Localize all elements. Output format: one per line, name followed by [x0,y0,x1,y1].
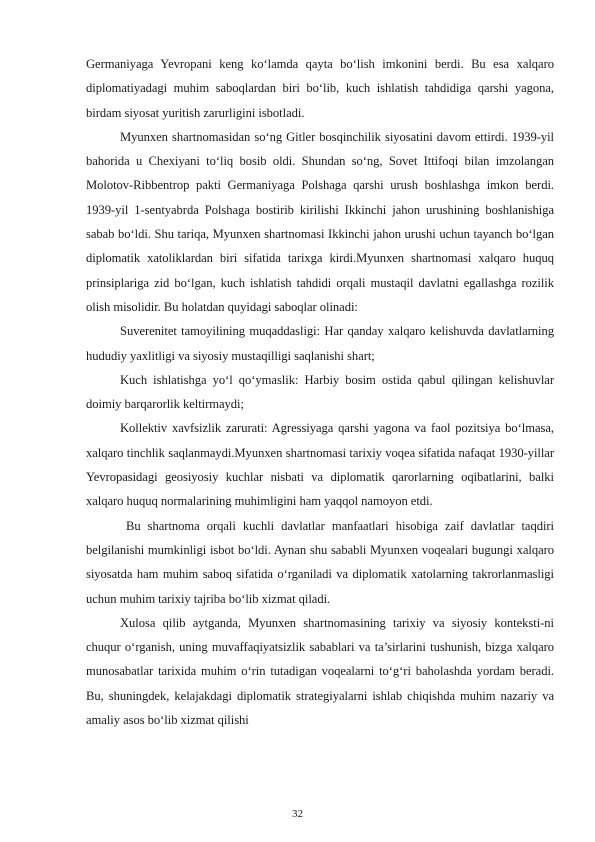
paragraph-6: Bu shartnoma orqali kuchli davlatlar manfaatlari hisobiga zaif davlatlar taqdiri belgilanishi mumkinligi isbot bo‘ldi. Aynan shu sababli Myunxen voqealari bugungi xalqaro siyosatda ham muhim saboq sifatida o‘rganiladi va diplomatik xatolarning takrorlanmasligi uchun muhim tarixiy tajriba bo‘lib xizmat qiladi. [86,518,554,606]
paragraph-2: Myunxen shartnomasidan so‘ng Gitler bosqinchilik siyosatini davom ettirdi. 1939-yil bahorida u Chexiyani to‘liq bosib oldi. Shundan so‘ng, Sovet Ittifoqi bilan imzolangan Molotov-Ribbentrop pakti Germaniyaga Polshaga qarshi urush boshlashga imkon berdi. 1939-yil 1-sentyabrda Polshaga bostirib kirilishi Ikkinchi jahon urushining boshlanishiga sabab bo‘ldi. Shu tariqa, Myunxen shartnomasi Ikkinchi jahon urushi uchun tayanch bo‘lgan diplomatik xatoliklardan biri sifatida tarixga kirdi.Myunxen shartnomasi xalqaro huquq prinsiplariga zid bo‘lgan, kuch ishlatish tahdidi orqali mustaqil davlatni egallashga rozilik olish misolidir. Bu holatdan quyidagi saboqlar olinadi: [86,129,554,314]
paragraph-3: Suverenitet tamoyilining muqaddasligi: Har qanday xalqaro kelishuvda davlatlarning hududiy yaxlitligi va siyosiy mustaqilligi saqlanishi shart; [86,324,554,363]
paragraph-4: Kuch ishlatishga yo‘l qo‘ymaslik: Harbiy bosim ostida qabul qilingan kelishuvlar doimiy barqarorlik keltirmaydi; [86,372,554,412]
page-number: 32 [292,808,303,820]
paragraph-7: Xulosa qilib aytganda, Myunxen shartnomasining tarixiy va siyosiy konteksti-ni chuqur o‘rganish, uning muvaffaqiyatsizlik sabablari va ta’sirlarini tushunish, bizga xalqaro munosabatlar tarixida muhim o‘rin tutadigan voqealarni to‘g‘ri baholashda yordam beradi. Bu, shuningdek, kelajakdagi diplomatik strategiyalarni ishlab chiqishda muhim nazariy va amaliy asos bo‘lib xizmat qilishi [86,615,554,728]
paragraph-5: Kollektiv xavfsizlik zarurati: Agressiyaga qarshi yagona va faol pozitsiya bo‘lmasa, xalqaro tinchlik saqlanmaydi.Myunxen shartnomasi tarixiy voqea sifatida nafaqat 1930-yillar Yevropasidagi geosiyosiy kuchlar nisbati va diplomatik qarorlarning oqibatlarini, balki xalqaro huquq normalarining muhimligini ham yaqqol namoyon etdi. [86,421,554,509]
paragraph-1: Germaniyaga Yevropani keng ko‘lamda qayta bo‘lish imkonini berdi. Bu esa xalqaro diplomatiyadagi muhim saboqlardan biri bo‘lib, kuch ishlatish tahdidiga qarshi yagona, birdam siyosat yuritish zarurligini isbotladi. [86,57,554,120]
document-body [86,52,554,732]
